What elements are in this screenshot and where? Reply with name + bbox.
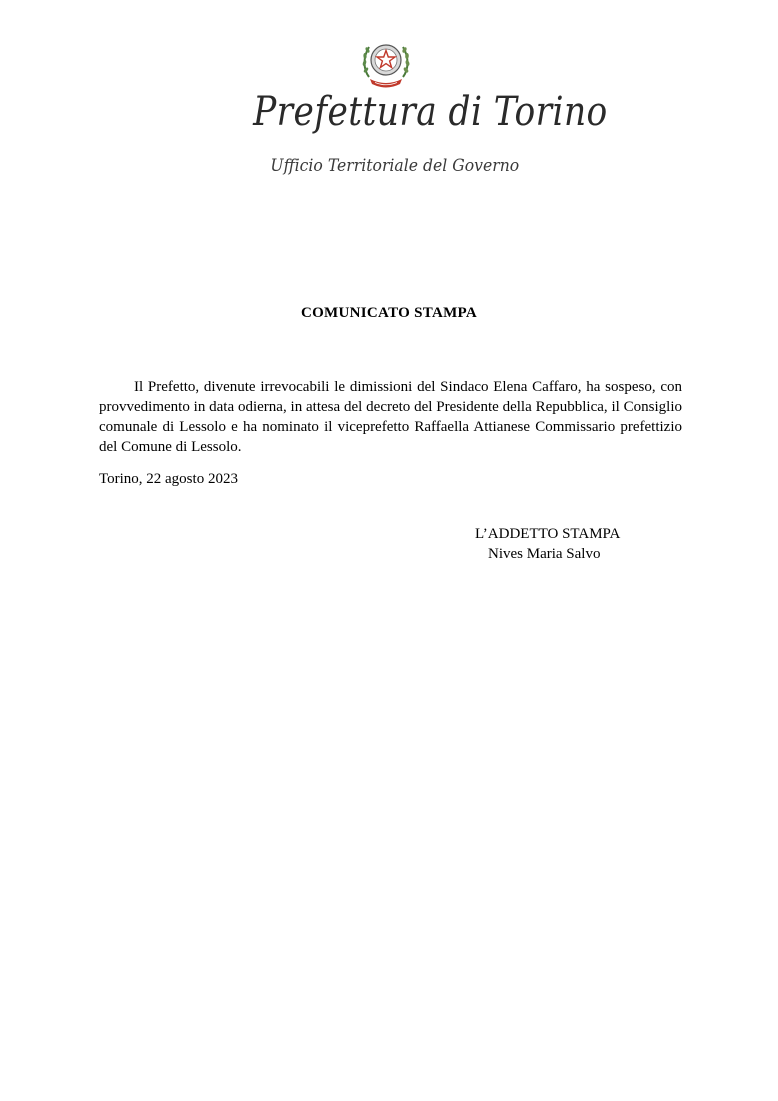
dateline: Torino, 22 agosto 2023 [99,471,238,487]
office-title: Prefettura di Torino [253,89,608,135]
office-subtitle: Ufficio Territoriale del Governo [270,156,520,176]
italian-republic-emblem-icon [359,35,413,91]
signature-name: Nives Maria Salvo [488,546,601,562]
signature-block [475,524,620,564]
body-paragraph: Il Prefetto, divenute irrevocabili le dimissioni del Sindaco Elena Caffaro, ha sospeso, con provvedimento in data odierna, in attesa del decreto del Presidente della Repubblica, il Consiglio comunale di Lessolo e ha nominato il viceprefetto Raffaella Attianese Commissario prefettizio del Comune di Lessolo. [99,379,682,455]
document-heading: COMUNICATO STAMPA [300,305,478,321]
signature-role: L’ADDETTO STAMPA [475,526,621,542]
